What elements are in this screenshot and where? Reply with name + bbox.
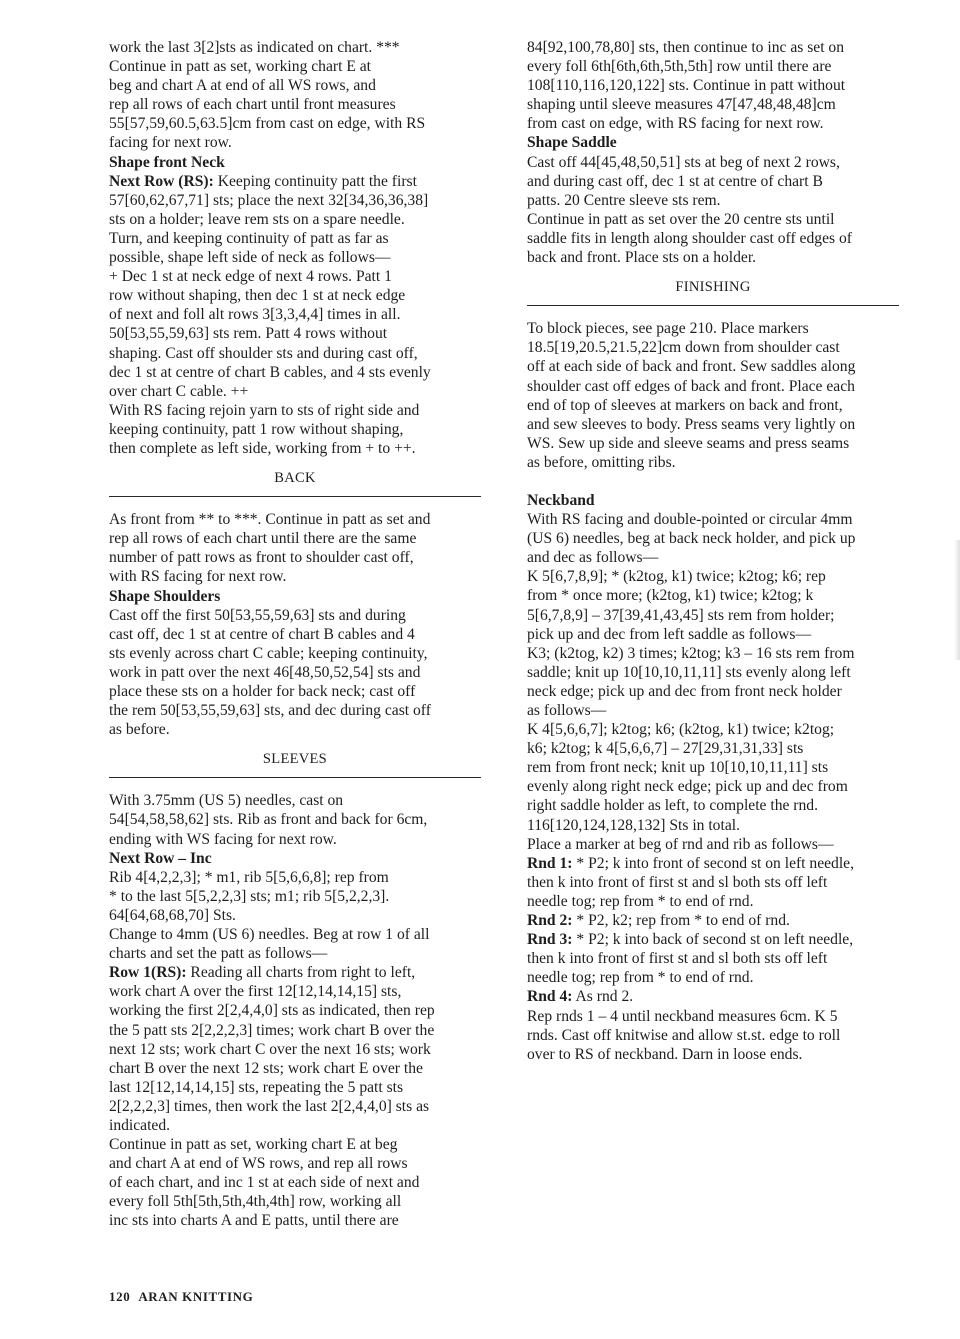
text-line: K 5[6,7,8,9]; * (k2tog, k1) twice; k2tog; k6; rep <box>527 568 826 586</box>
text-line <box>109 172 481 191</box>
text-line: 50[53,55,59,63] sts rem. Patt 4 rows without <box>109 325 388 343</box>
text-line: Cast off the first 50[53,55,59,63] sts and during <box>109 606 406 624</box>
text-line: facing for next row. <box>109 134 232 152</box>
text-line: + Dec 1 st at neck edge of next 4 rows. Patt 1 <box>109 268 392 286</box>
text-line: work chart A over the first 12[12,14,14,15] sts, <box>109 983 402 1001</box>
text-line: shaping. Cast off shoulder sts and during cast off, <box>109 344 418 362</box>
text-line: chart B over the next 12 sts; work chart E over the <box>109 1059 423 1077</box>
text-line: As front from ** to ***. Continue in patt as set and <box>109 511 431 529</box>
text-line: as before, omitting ribs. <box>527 453 676 471</box>
text-line: charts and set the patt as follows— <box>109 945 328 963</box>
text-line: With 3.75mm (US 5) needles, cast on <box>109 792 344 810</box>
text-line: over chart C cable. ++ <box>109 382 249 400</box>
rnd-text: As rnd 2. <box>572 988 634 1006</box>
text-line: every foll 6th[6th,6th,5th,5th] row until there are <box>527 58 832 76</box>
text-line: with RS facing for next row. <box>109 568 287 586</box>
text-line: Rep rnds 1 – 4 until neckband measures 6cm. K 5 <box>527 1007 838 1025</box>
text-line: rem from front neck; knit up 10[10,10,11,11] sts <box>527 759 829 777</box>
finishing-section <box>527 267 899 472</box>
text-line: (US 6) needles, beg at back neck holder, and pick up <box>527 530 856 548</box>
text-line: 57[60,62,67,71] sts; place the next 32[34,36,36,38] <box>109 191 429 209</box>
row-text: Reading all charts from right to left, <box>186 964 416 982</box>
section-title-back: BACK <box>109 458 481 497</box>
text-line: from * once more; (k2tog, k1) twice; k2tog; k <box>527 587 814 605</box>
text-line: end of top of sleeves at markers on back and front, <box>527 396 843 414</box>
text-line: rep all rows of each chart until there are the same <box>109 530 417 548</box>
text-line: 116[120,124,128,132] Sts in total. <box>527 816 740 834</box>
text-line: keeping continuity, patt 1 row without shaping, <box>109 420 404 438</box>
text-line: right saddle holder as left, to complete the rnd. <box>527 797 818 815</box>
text-line: of next and foll alt rows 3[3,3,4,4] times in all. <box>109 306 401 324</box>
row-label: Row 1(RS): <box>109 964 187 982</box>
text-line: Place a marker at beg of rnd and rib as follows— <box>527 835 834 853</box>
text-line: ending with WS facing for next row. <box>109 830 337 848</box>
text-line: cast off, dec 1 st at centre of chart B cables and 4 <box>109 625 415 643</box>
text-line: working the first 2[2,4,4,0] sts as indicated, then rep <box>109 1002 435 1020</box>
text-line: over to RS of neckband. Darn in loose ends. <box>527 1045 803 1063</box>
text-line: possible, shape left side of neck as follows— <box>109 249 391 267</box>
front-continuation <box>109 38 481 153</box>
text-line: 2[2,2,2,3] times, then work the last 2[2,4,4,0] sts as <box>109 1097 430 1115</box>
page-edge-shadow <box>954 540 960 660</box>
text-line <box>527 930 899 949</box>
text-line: off at each side of back and front. Sew saddles along <box>527 358 856 376</box>
text-line: next 12 sts; work chart C over the next 16 sts; work <box>109 1040 431 1058</box>
text-line: 5[6,7,8,9] – 37[39,41,43,45] sts rem from holder; <box>527 606 835 624</box>
text-line: then k into front of first st and sl both sts off left <box>527 950 828 968</box>
rnd-text: * P2; k into back of second st on left needle, <box>572 931 854 949</box>
text-line: rep all rows of each chart until front measures <box>109 96 396 114</box>
text-line: With RS facing rejoin yarn to sts of right side and <box>109 401 420 419</box>
text-line <box>527 987 899 1006</box>
sleeves-section <box>109 739 481 1230</box>
text-line <box>527 911 899 930</box>
text-line: the rem 50[53,55,59,63] sts, and dec during cast off <box>109 702 431 720</box>
text-line: as before. <box>109 721 170 739</box>
book-title: ARAN KNITTING <box>138 1289 254 1304</box>
text-line: row without shaping, then dec 1 st at neck edge <box>109 287 406 305</box>
text-line: K 4[5,6,6,7]; k2tog; k6; (k2tog, k1) twice; k2tog; <box>527 721 835 739</box>
text-line: 64[64,68,68,70] Sts. <box>109 906 236 924</box>
text-line: and during cast off, dec 1 st at centre of chart B <box>527 172 823 190</box>
subheading-shape-front-neck: Shape front Neck <box>109 153 225 171</box>
text-line: last 12[12,14,14,15] sts, repeating the 5 patt sts <box>109 1078 404 1096</box>
text-line: Change to 4mm (US 6) needles. Beg at row 1 of all <box>109 926 430 944</box>
text-line: patts. 20 Centre sleeve sts rem. <box>527 191 721 209</box>
text-line: then k into front of first st and sl both sts off left <box>527 873 828 891</box>
subheading-neckband: Neckband <box>527 491 595 509</box>
text-line: shaping until sleeve measures 47[47,48,48,48]cm <box>527 96 836 114</box>
subheading-next-row-inc: Next Row – Inc <box>109 849 212 867</box>
page-footer <box>109 1289 261 1305</box>
sleeve-continuation <box>527 38 899 267</box>
text-line: work the last 3[2]sts as indicated on chart. *** <box>109 39 400 56</box>
text-line: Continue in patt as set, working chart E at <box>109 58 372 76</box>
text-line: work in patt over the next 46[48,50,52,54] sts and <box>109 663 421 681</box>
back-section <box>109 458 481 739</box>
text-line: inc sts into charts A and E patts, until there are <box>109 1212 399 1230</box>
rnd-label: Rnd 1: <box>527 854 573 872</box>
text-line: Continue in patt as set over the 20 centre sts until <box>527 210 835 228</box>
row-label: Next Row (RS): <box>109 172 214 190</box>
text-line: Turn, and keeping continuity of patt as far as <box>109 229 389 247</box>
text-line: and sew sleeves to body. Press seams very lightly on <box>527 415 856 433</box>
rnd-text: * P2, k2; rep from * to end of rnd. <box>572 912 790 930</box>
text-line: place these sts on a holder for back neck; cast off <box>109 683 416 700</box>
page-number: 120 <box>109 1289 131 1304</box>
text-line: 18.5[19,20.5,21.5,22]cm down from shoulder cast <box>527 339 840 357</box>
right-column <box>527 38 899 1064</box>
text-line: To block pieces, see page 210. Place markers <box>527 320 809 338</box>
text-line: k6; k2tog; k 4[5,6,6,7] – 27[29,31,31,33] sts <box>527 740 804 758</box>
rnd-text: * P2; k into front of second st on left needle, <box>572 854 855 872</box>
text-line: as follows— <box>527 702 607 719</box>
text-line: needle tog; rep from * to end of rnd. <box>527 969 754 987</box>
rnd-label: Rnd 3: <box>527 931 573 949</box>
text-line <box>527 854 899 873</box>
text-line: indicated. <box>109 1116 171 1134</box>
text-line: sts evenly across chart C cable; keeping continuity, <box>109 644 428 662</box>
shape-front-neck-section <box>109 153 481 459</box>
section-title-finishing: FINISHING <box>527 267 899 306</box>
text-line: from cast on edge, with RS facing for next row. <box>527 115 824 133</box>
text-line: With RS facing and double-pointed or circular 4mm <box>527 511 853 529</box>
row-text: Keeping continuity patt the first <box>213 172 417 190</box>
text-line: then complete as left side, working from + to ++. <box>109 439 416 457</box>
text-line: WS. Sew up side and sleeve seams and press seams <box>527 434 850 452</box>
left-column <box>109 38 481 1231</box>
text-line: 108[110,116,120,122] sts. Continue in patt without <box>527 77 846 95</box>
text-line: dec 1 st at centre of chart B cables, and 4 sts evenly <box>109 363 431 381</box>
text-line: Cast off 44[45,48,50,51] sts at beg of next 2 rows, <box>527 153 840 171</box>
subheading-shape-shoulders: Shape Shoulders <box>109 587 221 605</box>
subheading-shape-saddle: Shape Saddle <box>527 134 617 152</box>
text-line: K3; (k2tog, k2) 3 times; k2tog; k3 – 16 sts rem from <box>527 644 855 662</box>
text-line: saddle; knit up 10[10,10,11,11] sts evenly along left <box>527 663 851 681</box>
text-line: shoulder cast off edges of back and front. Place each <box>527 377 855 395</box>
text-line: needle tog; rep from * to end of rnd. <box>527 892 754 910</box>
text-line: every foll 5th[5th,5th,4th,4th] row, working all <box>109 1193 402 1211</box>
text-line: back and front. Place sts on a holder. <box>527 249 757 267</box>
text-line: 84[92,100,78,80] sts, then continue to inc as set on <box>527 39 845 56</box>
spacer <box>527 472 899 491</box>
rnd-label: Rnd 2: <box>527 912 573 930</box>
rnd-label: Rnd 4: <box>527 988 573 1006</box>
text-line: 55[57,59,60.5,63.5]cm from cast on edge, with RS <box>109 115 426 133</box>
neckband-section <box>527 491 899 1064</box>
text-line: Rib 4[4,2,2,3]; * m1, rib 5[5,6,6,8]; rep from <box>109 868 389 886</box>
text-line: * to the last 5[5,2,2,3] sts; m1; rib 5[5,2,2,3]. <box>109 887 390 905</box>
text-line: sts on a holder; leave rem sts on a spare needle. <box>109 210 405 228</box>
section-title-sleeves: SLEEVES <box>109 739 481 778</box>
text-line: and dec as follows— <box>527 549 659 567</box>
text-line: beg and chart A at end of all WS rows, and <box>109 77 376 95</box>
text-line: Continue in patt as set, working chart E at beg <box>109 1136 398 1154</box>
text-line: rnds. Cast off knitwise and allow st.st. edge to roll <box>527 1026 841 1044</box>
text-line: evenly along right neck edge; pick up and dec from <box>527 778 848 796</box>
text-line: number of patt rows as front to shoulder cast off, <box>109 549 414 567</box>
text-line: and chart A at end of WS rows, and rep all rows <box>109 1155 408 1173</box>
text-line: neck edge; pick up and dec from front neck holder <box>527 682 842 700</box>
text-line: saddle fits in length along shoulder cast off edges of <box>527 229 852 247</box>
text-line: 54[54,58,58,62] sts. Rib as front and back for 6cm, <box>109 811 428 829</box>
text-line <box>109 963 481 982</box>
text-line: pick up and dec from left saddle as follows— <box>527 625 812 643</box>
text-line: the 5 patt sts 2[2,2,2,3] times; work chart B over the <box>109 1021 435 1039</box>
text-line: of each chart, and inc 1 st at each side of next and <box>109 1174 420 1192</box>
